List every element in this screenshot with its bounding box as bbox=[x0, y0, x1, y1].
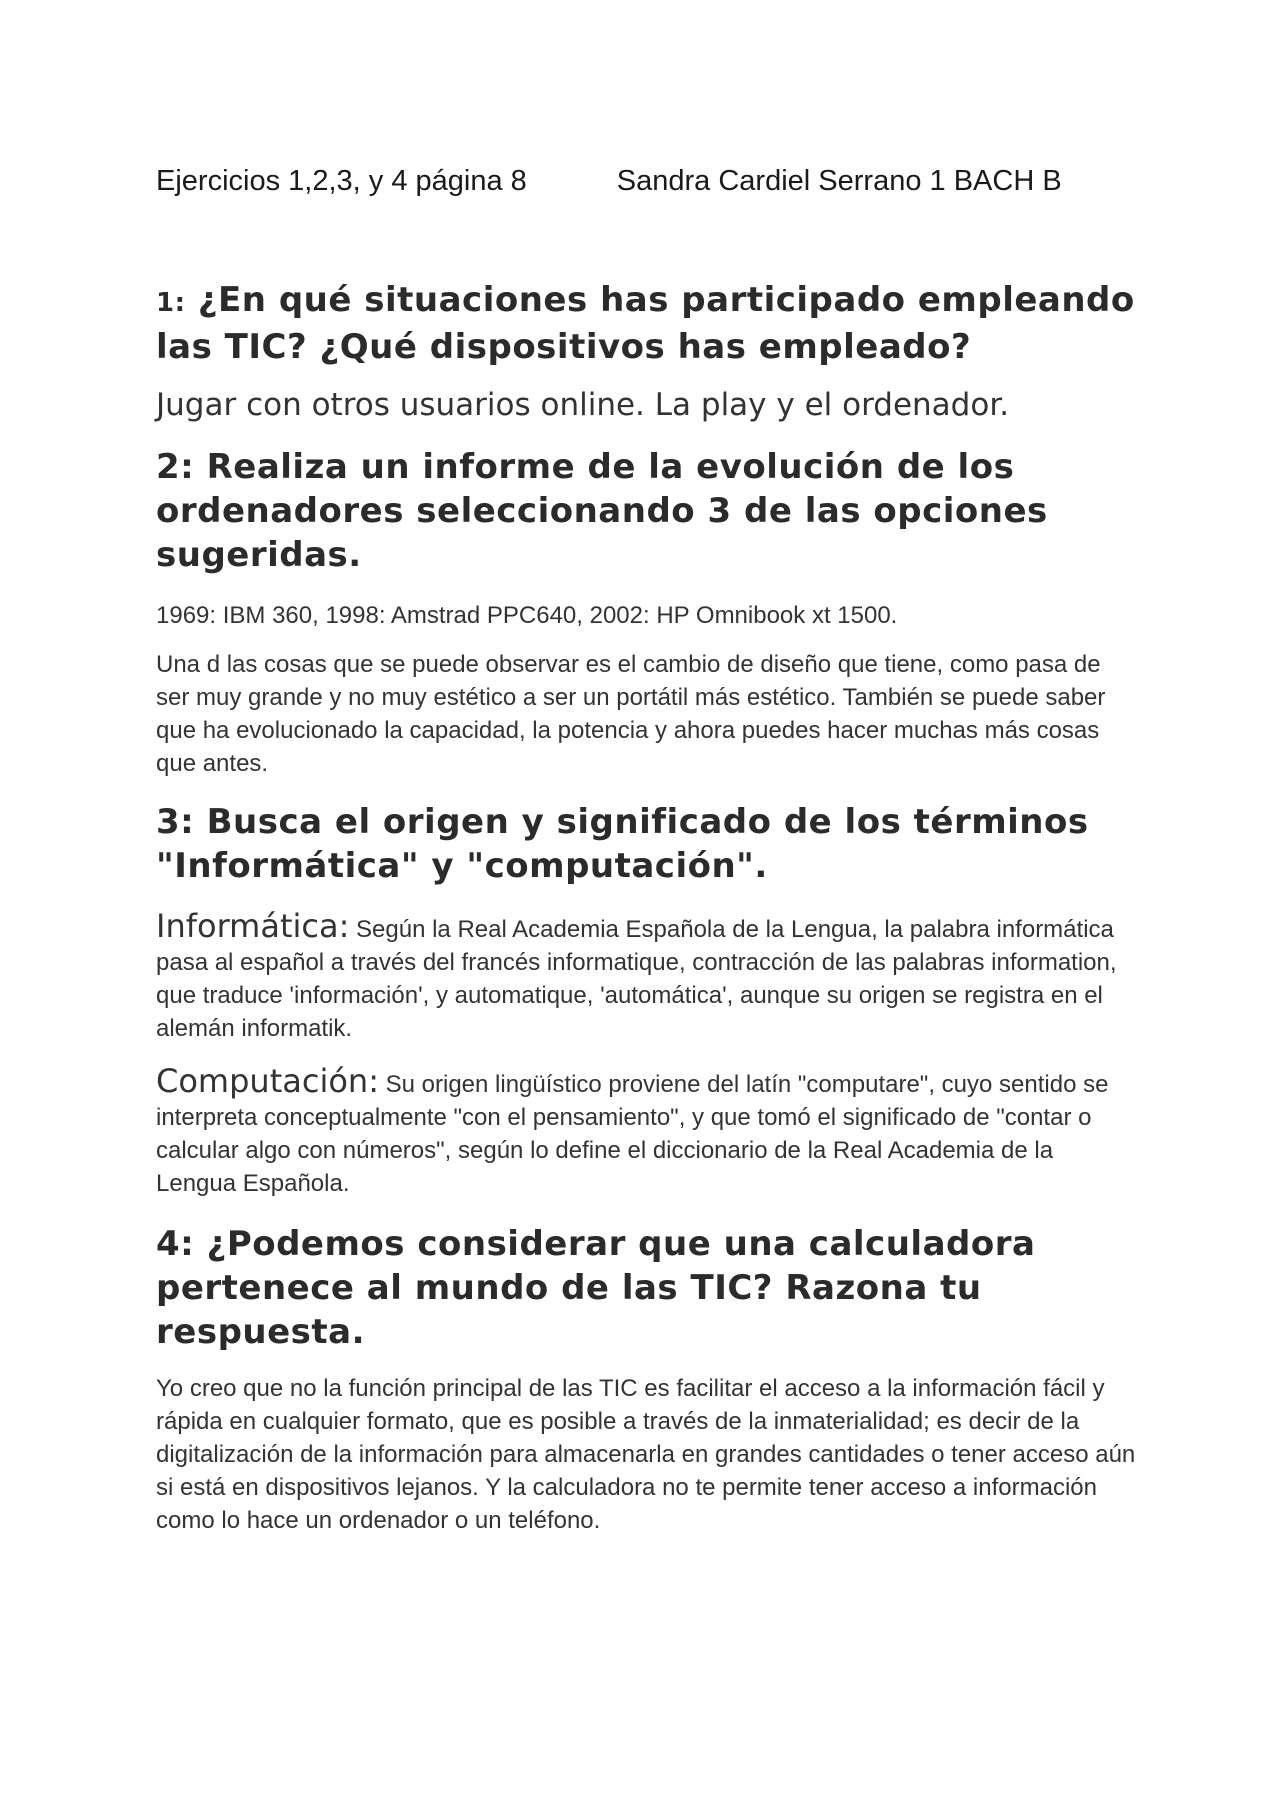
question-4-heading: 4: ¿Podemos considerar que una calculadora pertenece al mundo de las TIC? Razona tu respuesta. bbox=[156, 1224, 1036, 1352]
question-2-heading: 2: Realiza un informe de la evolución de los ordenadores seleccionando 3 de las opciones sugeridas. bbox=[156, 447, 1048, 575]
author-line: Sandra Cardiel Serrano 1 BACH B bbox=[616, 165, 1062, 197]
question-1-text: ¿En qué situaciones has participado empleando las TIC? ¿Qué dispositivos has empleado? bbox=[156, 280, 1135, 367]
question-1-number: 1: bbox=[156, 288, 186, 318]
answer-4: Yo creo que no la función principal de las TIC es facilitar el acceso a la información fácil y rápida en cualquier formato, que es posible a través de la inmaterialidad; es decir de la digitalización de la información para almacenarla en grandes cantidades o tener acceso aún si está en dispositivos lejanos. Y la calculadora no te permite tener acceso a información como lo hace un ordenador o un teléfono. bbox=[156, 1375, 1136, 1534]
term-computacion: Computación: bbox=[156, 1062, 379, 1100]
answer-1: Jugar con otros usuarios online. La play y el ordenador. bbox=[156, 387, 1010, 423]
answer-2: Una d las cosas que se puede observar es el cambio de diseño que tiene, como pasa de ser muy grande y no muy estético a ser un portátil más estético. También se puede saber que ha evolucionado la capacidad, la potencia y ahora puedes hacer muchas más cosas que antes. bbox=[156, 651, 1106, 777]
document-header bbox=[156, 156, 1136, 206]
question-1-heading bbox=[156, 278, 1136, 369]
definition-informatica-text: Según la Real Academia Española de la Lengua, la palabra informática pasa al español a través del francés informatique, contracción de las palabras information, que traduce 'información', y automatique, 'automática', aunque su origen se registra en el alemán informatik. bbox=[156, 916, 1117, 1042]
question-3-heading: 3: Busca el origen y significado de los términos "Informática" y "computación". bbox=[156, 802, 1089, 886]
definition-computacion bbox=[156, 1062, 1136, 1200]
computer-models-list: 1969: IBM 360, 1998: Amstrad PPC640, 2002: HP Omnibook xt 1500. bbox=[156, 602, 898, 629]
term-informatica: Informática: bbox=[156, 907, 350, 945]
exercise-reference: Ejercicios 1,2,3, y 4 página 8 bbox=[156, 165, 527, 197]
document-body bbox=[156, 156, 1136, 1537]
definition-informatica bbox=[156, 907, 1136, 1045]
definition-computacion-text: Su origen lingüístico proviene del latín "computare", cuyo sentido se interpreta conceptualmente "con el pensamiento", y que tomó el significado de "contar o calcular algo con números", según lo define el diccionario de la Real Academia de la Lengua Española. bbox=[156, 1071, 1109, 1197]
